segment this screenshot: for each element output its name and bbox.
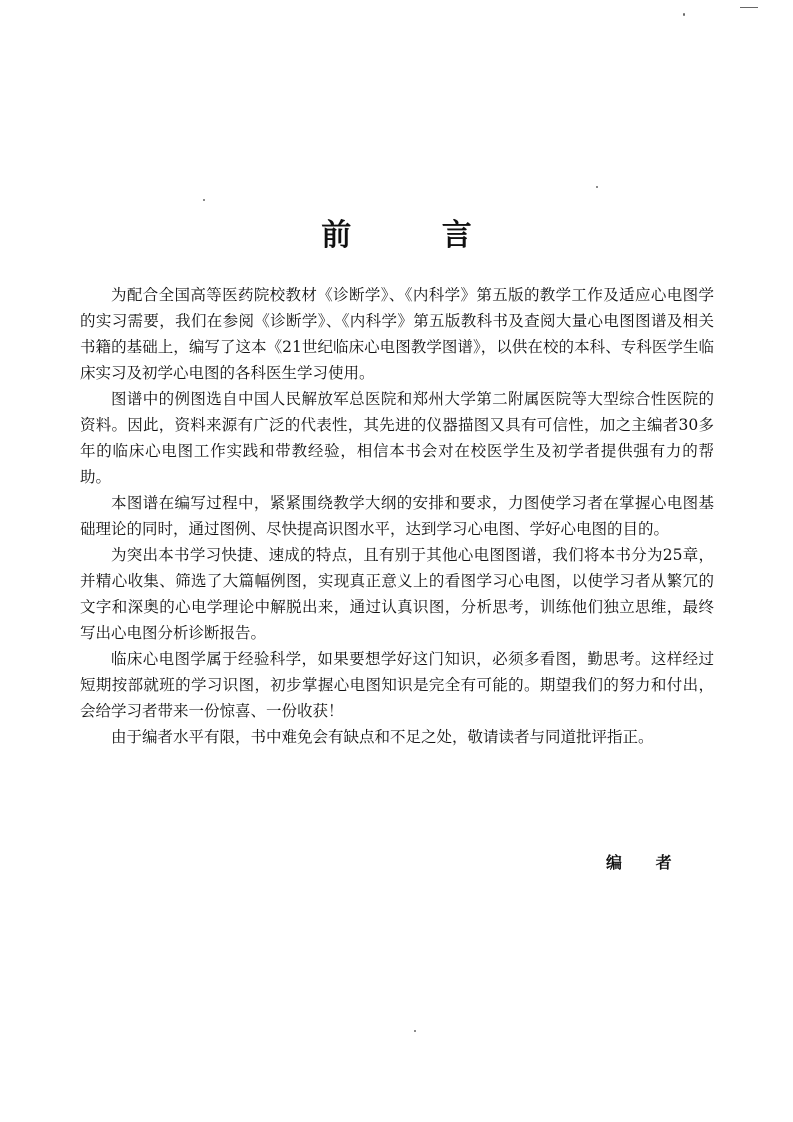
page-title: 前 言	[321, 218, 512, 253]
author-signature: 编 者	[606, 853, 686, 872]
paragraph: 本图谱在编写过程中，紧紧围绕教学大纲的安排和要求，力图使学习者在掌握心电图基础理论的同时，通过图例、尽快提高识图水平，达到学习心电图、学好心电图的目的。	[80, 494, 714, 538]
scan-speck	[740, 7, 758, 8]
paragraph: 为突出本书学习快捷、速成的特点，且有别于其他心电图图谱，我们将本书分为25章，并精心收集、筛选了大篇幅例图，实现真正意义上的看图学习心电图，以使学习者从繁冗的文字和深奥的心电学理论中解脱出来，通过认真识图，分析思考，训练他们独立思维，最终写出心电图分析诊断报告。	[80, 546, 714, 642]
scan-speck	[203, 199, 205, 201]
paragraph: 图谱中的例图选自中国人民解放军总医院和郑州大学第二附属医院等大型综合性医院的资料。因此，资料来源有广泛的代表性，其先进的仪器描图又具有可信性，加之主编者30多年的临床心电图工作实践和带教经验，相信本书会对在校医学生及初学者提供强有力的帮助。	[80, 390, 714, 486]
paragraph: 为配合全国高等医药院校教材《诊断学》、《内科学》第五版的教学工作及适应心电图学的实习需要，我们在参阅《诊断学》、《内科学》第五版教科书及查阅大量心电图图谱及相关书籍的基础上，编写了这本《21世纪临床心电图教学图谱》，以供在校的本科、专科医学生临床实习及初学心电图的各科医生学习使用。	[80, 286, 714, 382]
scan-speck	[683, 13, 685, 16]
scan-speck	[596, 186, 598, 188]
paragraph: 由于编者水平有限，书中难免会有缺点和不足之处，敬请读者与同道批评指正。	[111, 728, 654, 746]
preface-body	[80, 282, 714, 750]
paragraph: 临床心电图学属于经验科学，如果要想学好这门知识，必须多看图，勤思考。这样经过短期按部就班的学习识图，初步掌握心电图知识是完全有可能的。期望我们的努力和付出，会给学习者带来一份惊喜、一份收获！	[80, 650, 714, 720]
scan-speck	[414, 1030, 416, 1032]
